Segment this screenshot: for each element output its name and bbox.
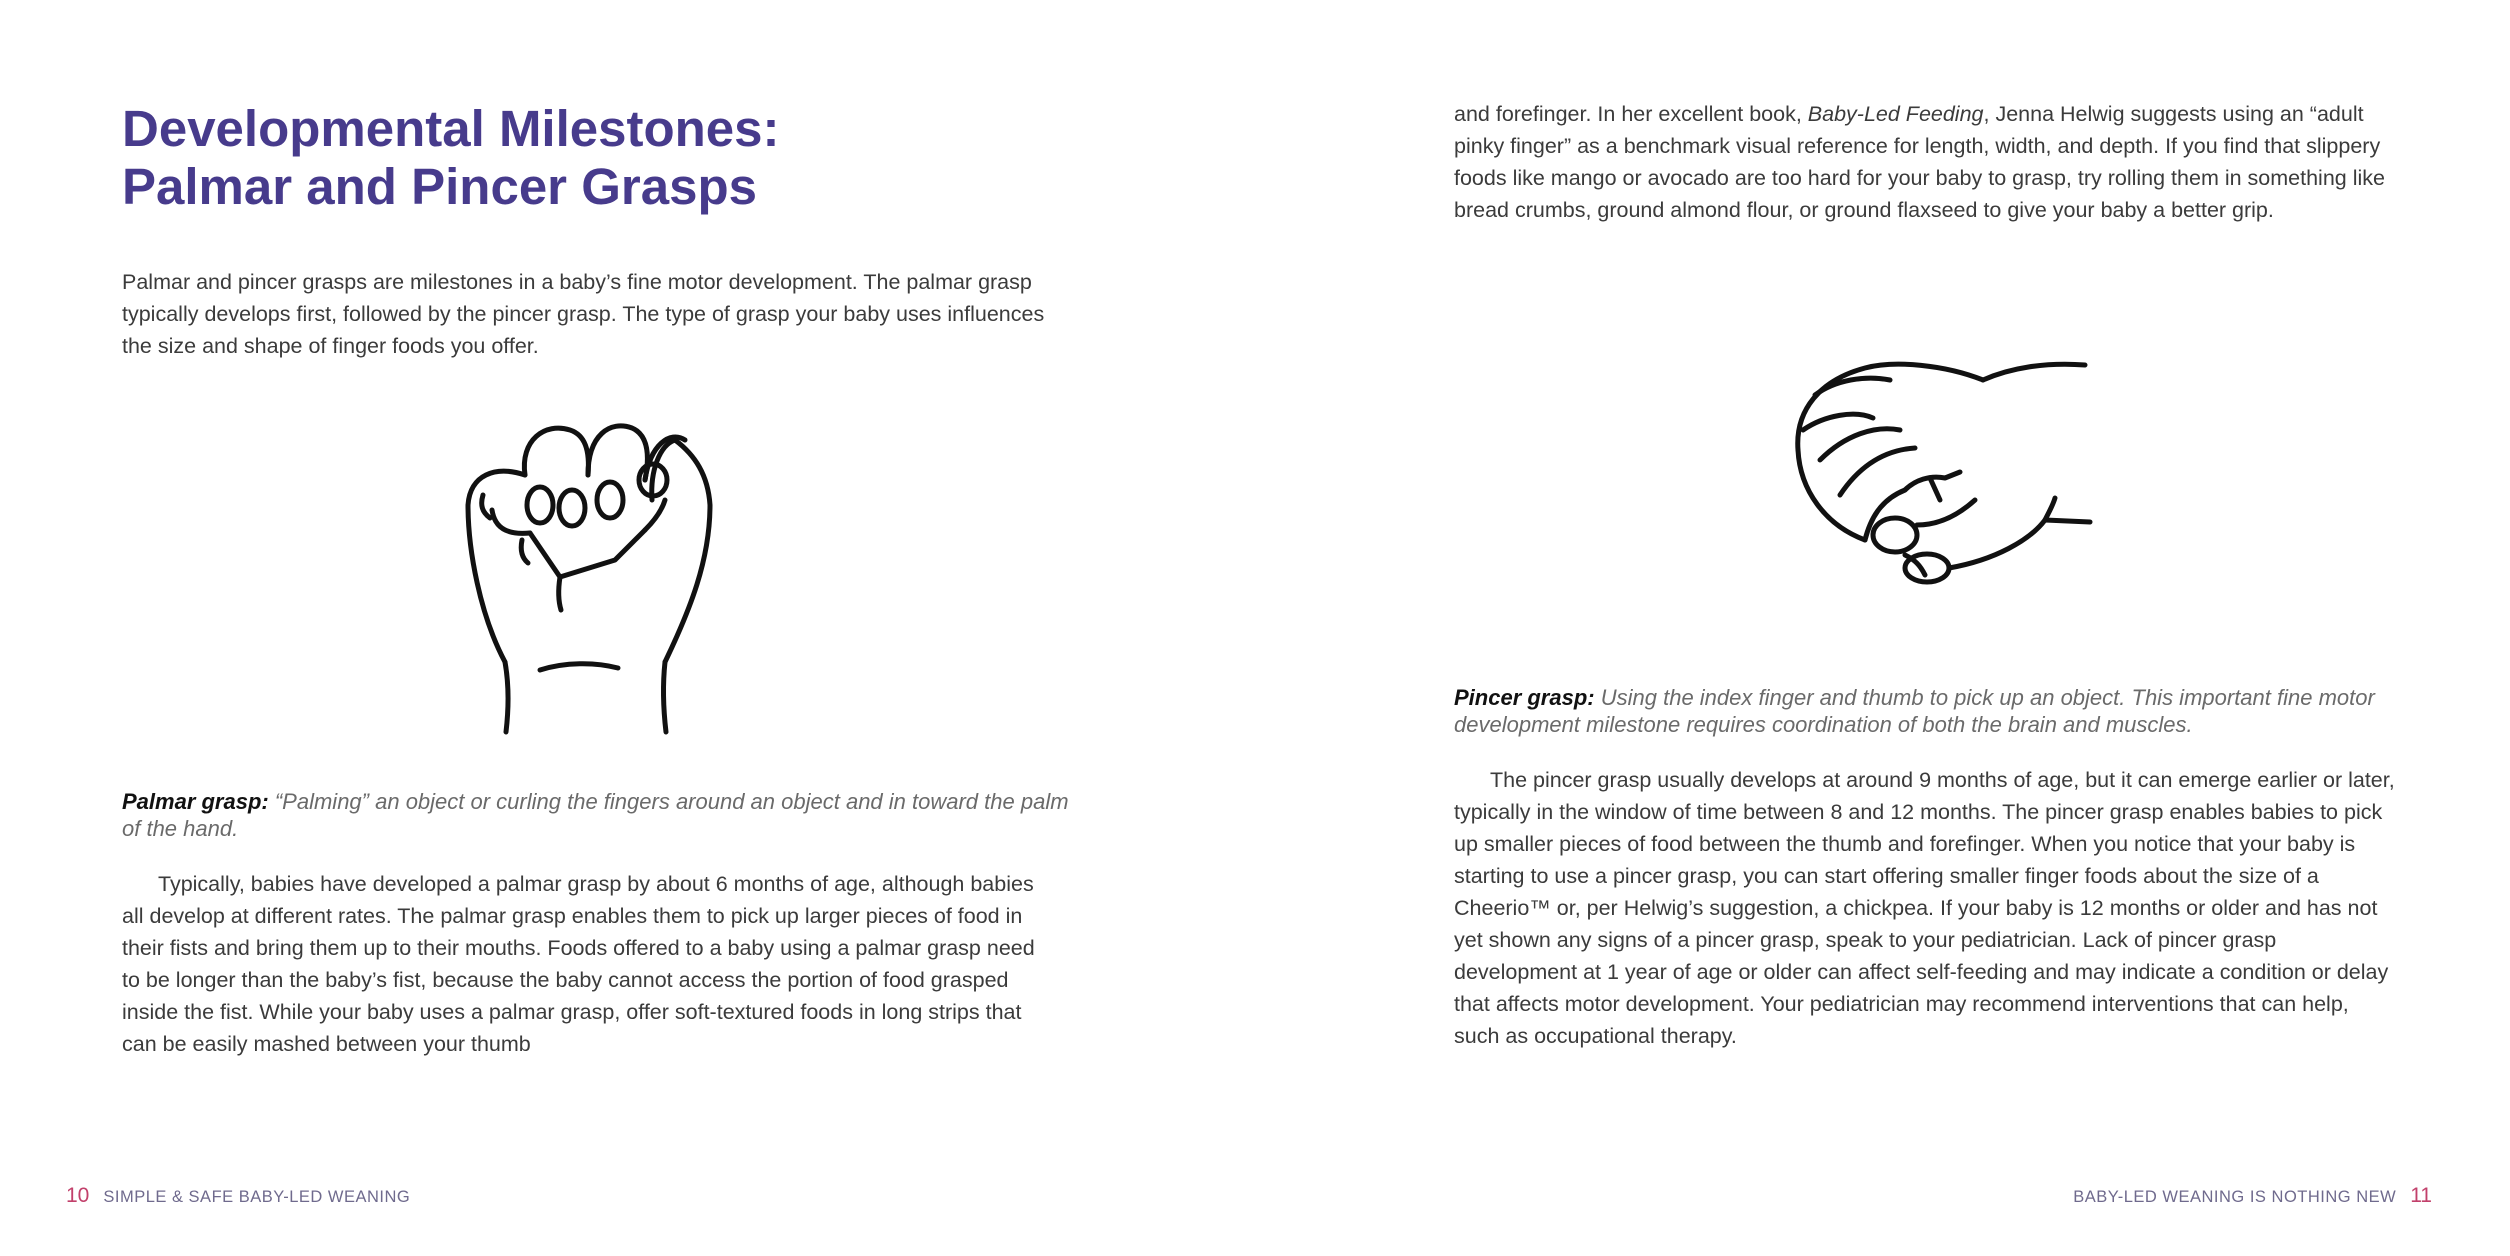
continuation-paragraph <box>1454 98 2394 226</box>
intro-paragraph: Palmar and pincer grasps are milestones in a baby’s fine motor development. The palmar grasp typically develops first, followed by the pincer grasp. The type of grasp your baby uses influences the size and shape of finger foods you offer. <box>122 270 1045 358</box>
book-title: Baby-Led Feeding <box>1807 102 1984 126</box>
palmar-grasp-paragraph: Typically, babies have developed a palmar grasp by about 6 months of age, although babies all develop at different rates. The palmar grasp enables them to pick up larger pieces of food in their fists and bring them up to their mouths. Foods offered to a baby using a palmar grasp need to be longer than the baby’s fist, because the baby cannot access the portion of food grasped inside the fist. While your baby uses a palmar grasp, offer soft-textured foods in long strips that can be easily mashed between your thumb <box>122 872 1035 1056</box>
page-number-left: 10 <box>66 1184 90 1207</box>
left-footer <box>66 1184 410 1208</box>
continuation-text-a: and forefinger. In her excellent book, <box>1454 102 1808 126</box>
pincer-grasp-term: Pincer grasp: <box>1454 685 1595 710</box>
page-number-right: 11 <box>2410 1184 2432 1207</box>
pincer-grasp-paragraph: The pincer grasp usually develops at around 9 months of age, but it can emerge earlier or later, typically in the window of time between 8 and 12 months. The pincer grasp enables babies to pick up smaller pieces of food between the thumb and forefinger. When you notice that your baby is starting to use a pincer grasp, you can start offering smaller finger foods about the size of a Cheerio™ or, per Helwig’s suggestion, a chickpea. If your baby is 12 months or older and has not yet shown any signs of a pincer grasp, speak to your pediatrician. Lack of pincer grasp development at 1 year of age or older can affect self-feeding and may indicate a condition or delay that affects motor development. Your pediatrician may recommend interventions that can help, such as occupational therapy. <box>1454 768 2395 1048</box>
pincer-grasp-caption <box>1454 684 2414 738</box>
right-footer <box>2073 1184 2432 1208</box>
page-title-line-2: Palmar and Pincer Grasps <box>122 158 757 215</box>
page-title <box>122 100 1022 216</box>
right-page <box>1255 0 2510 1256</box>
pincer-grasp-definition: Using the index finger and thumb to pick up an object. This important fine motor development milestone requires coordination of both the brain and muscles. <box>1454 685 2375 737</box>
page-title-line-1: Developmental Milestones: <box>122 100 780 157</box>
palmar-grasp-hand-illustration-icon <box>440 400 760 745</box>
palmar-grasp-definition: “Palming” an object or curling the fingers around an object and in toward the palm of the hand. <box>122 789 1069 841</box>
palmar-grasp-caption <box>122 788 1072 842</box>
palmar-grasp-term: Palmar grasp: <box>122 789 269 814</box>
running-title-right: BABY-LED WEANING IS NOTHING NEW <box>2073 1188 2397 1206</box>
pincer-grasp-hand-illustration-icon <box>1755 350 2095 610</box>
running-title-left: SIMPLE & SAFE BABY-LED WEANING <box>103 1188 411 1206</box>
continuation-text-b: , Jenna Helwig suggests using an “adult pinky finger” as a benchmark visual reference for length, width, and depth. If you find that slippery foods like mango or avocado are too hard for your baby to grasp, try rolling them in something like bread crumbs, ground almond flour, or ground flaxseed to give your baby a better grip. <box>1454 102 2385 222</box>
